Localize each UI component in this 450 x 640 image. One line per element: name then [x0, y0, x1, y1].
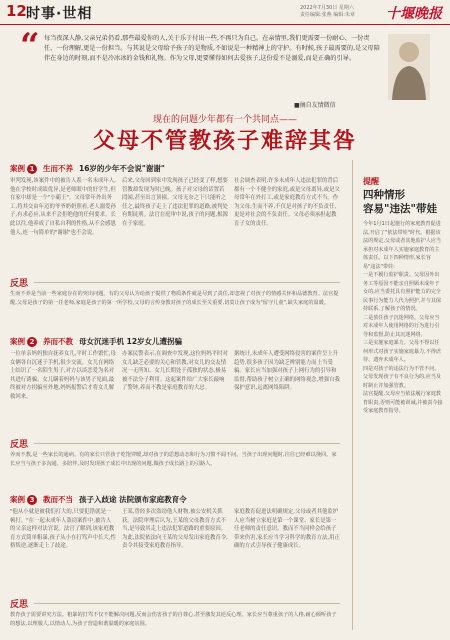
- case-1-reflection-text: 生而不养是当前一些家庭存在的突出问题。有的父母认为给孩子提供了物质条件就是尽到了责任,却忽视了对孩子的情感关怀和品德教育。法官提醒,父母是孩子的第一任老师,家庭是孩子的第一所学校,父母的言传身教对孩子的成长至关重要,切莫让孩子成为"留守儿童",缺失家庭的温暖。: [10, 291, 339, 306]
- case-3-reflection-text: 教育孩子需要讲究方法。粗暴的打骂不仅不能解决问题,反而会伤害孩子的自尊心,甚至激发其逆反心理。家长应当尊重孩子的人格,耐心倾听孩子的想法,以理服人,以情动人,为孩子营造和谐温暖的家庭氛围。: [10, 612, 337, 627]
- case-2-col-3: 据统计,未成年人遭受网络侵害的案件呈上升趋势,很多孩子因为缺乏辨别能力而上当受骗。家长应当加强对孩子上网行为的引导和监督,帮助孩子树立正确的网络观念,增强自我保护意识,远离网络陷阱。: [234, 351, 340, 392]
- sidebar: [352, 160, 445, 630]
- case-2-reflection-text: 养而不教,是一些家长的通病。有的家长只管孩子吃饱穿暖,却对孩子的思想动态和行为习惯不闻不问。当孩子出现问题时,往往已经难以挽回。家长应当与孩子多沟通、多陪伴,及时发现孩子成长中出现的问题,做孩子成长路上的引路人。: [10, 452, 337, 467]
- paper-logo: 十堰晚报: [386, 6, 442, 22]
- case-number: 1: [27, 164, 37, 174]
- case-tag: 案例: [10, 164, 25, 173]
- divider: [34, 282, 340, 283]
- case-1-col-3: 社会调查表明,许多未成年人违法犯罪的背后都有一个不健全的家庭,或是父母离异,或是父母常年在外打工,或是家庭教育方式不当。作为父母,生而不养,不仅是对孩子的不负责任,更是对社会的不负责任。父母必须承担起教育子女的责任。: [234, 178, 340, 227]
- case-title: 母女沉迷手机 12岁女儿遭拐骗: [79, 337, 183, 346]
- case-1-col-2: 后来,父母回到家中发现孩子已经变了样,想要管教却发现为时已晚。孩子对父母的话置若罔闻,甚至出言顶撞。父母无奈之下只能听之任之,最终孩子走上了违法犯罪的道路,被判处有期徒刑。法官在庭审中说,孩子的问题,根源在于家庭。: [122, 178, 228, 227]
- case-3-reflection-label: 反思: [10, 600, 29, 610]
- quote-mark-icon: “: [20, 26, 40, 66]
- case-3-col-1: "他从小就是被我们打大的,只要犯错就是一顿打。"在一起未成年人盗窃案件中,被告人的父亲这样对法官说。法官了解到,该家庭教育方式简单粗暴,孩子从小在打骂声中长大,性格叛逆,逐渐走上了歧途。: [10, 509, 116, 550]
- case-1-col-1: 审判发现,该案件中的被告人系一名未成年人,他在学校时成绩优异,是老师眼中的好学生,但在家中却是一个"小霸王"。父母常年外出务工,将其交由年迈的爷爷奶奶照看,老人溺爱孙子,有求必应,从来不会拒绝他的任何要求。长此以往,他养成了自私自利的性格,从不会感恩他人,连一句简单的"谢谢"也不会说。: [10, 178, 116, 236]
- issue-meta: 2022年7月30日 星期六 责任编辑:张燕 编辑:朱章: [300, 5, 355, 18]
- sidebar-heading: 四种情形 容易"违法"带娃: [363, 189, 437, 215]
- divider: [34, 603, 340, 604]
- subtitle: 现在的问题少年都有一个共同点——: [152, 115, 297, 125]
- case-3-header: [10, 494, 187, 505]
- case-subject: 养而不教: [43, 337, 73, 346]
- case-tag: 案例: [10, 495, 25, 504]
- case-2-col-2: 办案民警表示,在调查中发现,这位妈妈平时对女儿缺乏必要的关心和管教,对女儿的交友情况一无所知。女儿长期处于孤独的状态,极易被不法分子利用。这起案件给广大家长敲响了警钟,养而不教是家庭教育的大忌。: [122, 351, 228, 392]
- sidebar-body: 今年1月1日起施行的家庭教育促进法,开启了"依法带娃"时代。根据该法的规定,父母或者其他监护人应当承担对未成年人实施家庭教育的主体责任。以下四种情形,家长容易"违法"带娃: 一是不履行监护职责。父母因外出务工等原因不能亲自照顾未成年子女的,应当委托具有照护能力的完全民事行为能力人代为照护,并与其保持联系,了解孩子的情况。 二是放任孩子沉迷网络。父母应当对未成年人使用网络的行为进行引导和监督,防止其沉迷网络。 三是实施家庭暴力。父母不得以任何形式对孩子实施家庭暴力,不得虐待、遗弃未成年人。 四是对孩子的违法行为不管不问。父母发现孩子有不良行为的,应当及时制止并加强管教。 法官提醒,父母应当依法履行家庭教育职责,否则可能被训诫,并被责令接受家庭教育指导。: [363, 221, 443, 414]
- section-name: 时事·世相: [26, 6, 93, 22]
- case-2-reflection-label: 反思: [10, 440, 29, 450]
- sidebar-label: 提醒: [363, 177, 379, 186]
- case-subject: 生而不养: [43, 164, 73, 173]
- case-number: 2: [27, 337, 37, 347]
- case-3-col-3: 家庭教育促进法明确规定,父母或者其他监护人应当树立家庭是第一个课堂、家长是第一任老师的责任意识。教而不当同样会给孩子带来伤害,家长应当学习科学的教育方法,用正确的方式引导孩子健康成长。: [234, 509, 340, 550]
- case-2-col-1: 一位单亲妈妈独自抚养女儿,平时工作繁忙,母女俩各自沉迷于手机,很少交流。女儿在网络上结识了一名陌生男子,对方以谈恋爱为名对其进行诱骗。女儿瞒着妈妈与该男子见面,最终被对方拐骗至外地,妈妈报警后才将女儿解救回来。: [10, 351, 116, 400]
- quote-box: [14, 26, 434, 112]
- page-number: 12: [6, 2, 27, 20]
- case-2-header: [10, 336, 182, 347]
- case-title: 孩子入歧途 法院颁布家庭教育令: [79, 495, 187, 504]
- page-header: [0, 0, 450, 25]
- main-headline: 父母不管教孩子难辞其咎: [92, 129, 357, 154]
- case-number: 3: [27, 495, 37, 505]
- case-tag: 案例: [10, 337, 25, 346]
- divider: [34, 443, 340, 444]
- case-1-reflection-label: 反思: [10, 279, 29, 289]
- quote-source: ■摘自友情微信: [294, 102, 336, 109]
- portrait-image: [388, 34, 430, 100]
- case-title: 16岁的少年不会说"谢谢": [79, 164, 165, 173]
- quote-text: 每当夜深人静,父亲兄弟仍看,那些最爱你的人,关于乐于付出一些,不再只为自己。在亲情里,我们更需要一份耐心、一份责任、一份理解,更是一份担当。与其说是父母给予孩子的是物质,不如说是一种精神上的守护。有时候,孩子最需要的,是父母陪伴在身边的时刻,而不是冷冰冰的金钱和礼物。作为父母,更要懂得如何去爱孩子,这份爱不是溺爱,而是正确的引导。: [44, 35, 380, 62]
- case-3-col-2: 王某,曾经多次盗窃他人财物,被公安机关抓获。法院审理后认为,王某的父母教育方式不当,是导致其走上违法犯罪道路的重要原因。为此,法院依法向王某的父母发出家庭教育令,责令其接受家庭教育指导。: [122, 509, 228, 550]
- case-subject: 教而不当: [43, 495, 73, 504]
- case-1-header: [10, 163, 165, 174]
